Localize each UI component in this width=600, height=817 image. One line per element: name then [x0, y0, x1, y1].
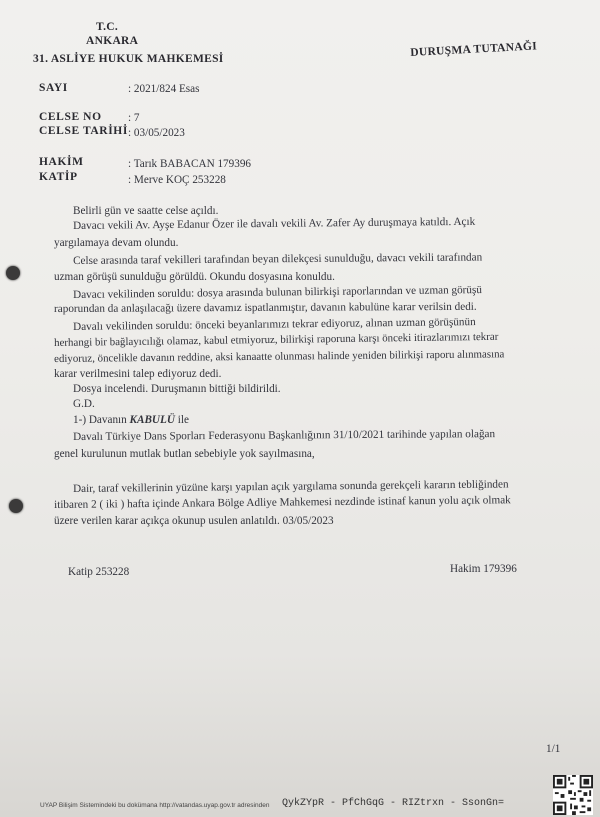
hakim-signature: Hakim 179396 — [450, 563, 517, 575]
body-line: Celse arasında taraf vekilleri tarafından beyan dilekçesi sunulduğu, davacı vekili tarafından — [73, 251, 483, 267]
document-title: DURUŞMA TUTANAĞI — [410, 40, 538, 59]
court-name: 31. ASLİYE HUKUK MAHKEMESİ — [33, 53, 224, 65]
body-line: Davacı vekilinden soruldu: dosya arasında bulunan bilirkişi raporlarından ve uzman görüşü — [73, 284, 482, 301]
body-line: Davacı vekili Av. Ayşe Edanur Özer ile davalı vekili Av. Zafer Ay duruşmaya katıldı. Açık — [73, 215, 476, 232]
header-city: ANKARA — [86, 35, 139, 47]
sayi-label: SAYI — [39, 82, 68, 94]
hakim-label: HAKİM — [39, 156, 84, 168]
closing-line: Dair, taraf vekillerinin yüzüne karşı yapılan açık yargılama sonunda gerekçeli kararın tebliğinden — [73, 478, 509, 495]
body-line: Belirli gün ve saatte celse açıldı. — [73, 205, 219, 217]
body-line: Dosya incelendi. Duruşmanın bittiği bildirildi. — [73, 383, 281, 395]
closing-line: itibaren 2 ( iki ) hafta içinde Ankara Bölge Adliye Mahkemesi nezdinde istinaf kanun yolu açık olmak — [54, 494, 511, 511]
body-line: ediyoruz, öncelikle davanın reddine, aksi kanaatte olunması halinde yeniden bilirkişi raporu alınmasına — [54, 348, 505, 365]
verdict-item — [73, 413, 189, 427]
celse-no-label: CELSE NO — [39, 111, 102, 123]
header-tc: T.C. — [96, 21, 119, 33]
body-line: uzman görüşü sunulduğu görüldü. Okundu dosyasına konuldu. — [54, 271, 335, 283]
verdict-item-suffix: ile — [174, 414, 189, 426]
hakim-value: : Tarık BABACAN 179396 — [128, 158, 252, 170]
body-line: yargılamaya devam olundu. — [54, 237, 179, 249]
body-line: karar verilmesini talep ediyoruz dedi. — [54, 368, 222, 380]
footer-code: QykZYpR - PfChGqG - RIZtrxn - SsonGn= — [282, 798, 505, 809]
body-line: Davalı vekilinden soruldu: önceki beyanlarımızı tekrar ediyoruz, alınan uzman görüşünün — [73, 316, 476, 333]
footer-text: UYAP Bilişim Sistemindeki bu dokümana http://vatandas.uyap.gov.tr adresinden — [40, 802, 270, 809]
page-number: 1/1 — [546, 743, 561, 755]
verdict-item-prefix: 1-) Davanın — [73, 414, 130, 426]
katip-value: : Merve KOÇ 253228 — [128, 174, 226, 186]
qr-code — [553, 775, 593, 815]
punch-hole — [6, 266, 20, 280]
verdict-line: genel kurulunun mutlak butlan sebebiyle yok sayılmasına, — [54, 448, 315, 460]
body-line: raporundan da anlaşılacağı üzere davamız ispatlanmıştır, davanın kabulüne karar verilsin dedi. — [54, 300, 477, 315]
body-line: G.D. — [73, 398, 95, 410]
body-line: herhangi bir bağlayıcılığı olamaz, kabul etmiyoruz, bilirkişi raporuna karşı önceki itirazlarımızı tekrar — [54, 330, 499, 349]
sayi-value: : 2021/824 Esas — [128, 83, 200, 95]
celse-no-value: : 7 — [128, 112, 140, 124]
katip-label: KATİP — [39, 171, 78, 183]
katip-signature: Katip 253228 — [68, 566, 130, 578]
punch-hole — [9, 499, 23, 513]
celse-tarihi-value: : 03/05/2023 — [128, 127, 185, 139]
verdict-emphasis: KABULÜ — [129, 414, 175, 426]
verdict-line: Davalı Türkiye Dans Sporları Federasyonu Başkanlığının 31/10/2021 tarihinde yapılan olağan — [73, 428, 496, 443]
celse-tarihi-label: CELSE TARİHİ — [39, 125, 128, 137]
closing-line: üzere verilen karar açıkça okunup usulen anlatıldı. 03/05/2023 — [54, 515, 334, 527]
